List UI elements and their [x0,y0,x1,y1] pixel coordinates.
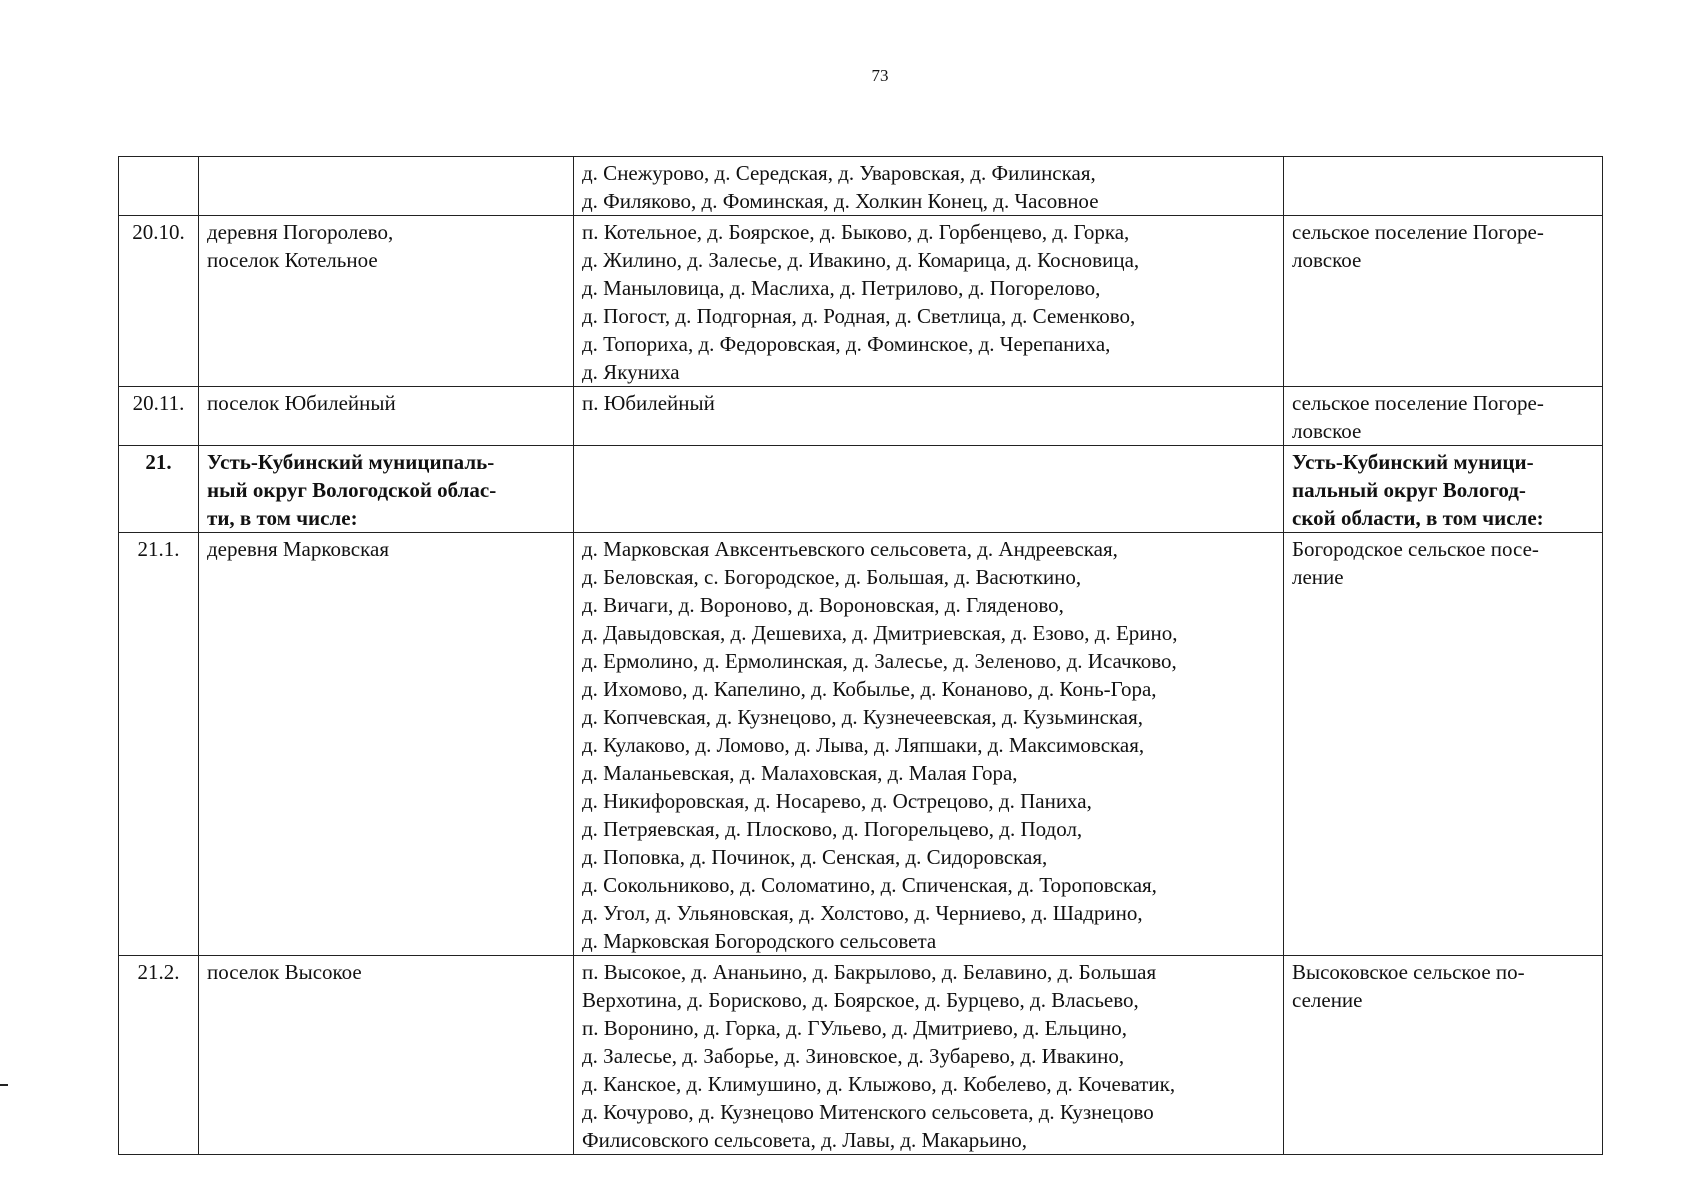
row-number-cell [119,216,199,387]
table-row [119,157,1603,216]
settlements-line: п. Воронино, д. Горка, д. ГУльево, д. Дмитриево, д. Ельцино, [582,1016,1127,1040]
table-body [119,157,1603,1155]
table-row [119,533,1603,956]
municipality-line: ской области, в том числе: [1292,506,1544,530]
center-name-line: поселок Высокое [207,960,362,984]
center-name-cell [199,387,574,446]
municipality-line: сельское поселение Погоре- [1292,220,1544,244]
settlements-line: д. Сокольниково, д. Соломатино, д. Спиченская, д. Тороповская, [582,873,1157,897]
center-name-line: деревня Марковская [207,537,389,561]
settlements-line: д. Поповка, д. Починок, д. Сенская, д. Сидоровская, [582,845,1048,869]
center-name-line: Усть-Кубинский муниципаль- [207,450,495,474]
municipality-cell [1284,387,1603,446]
settlements-cell [574,157,1284,216]
settlements-line: д. Канское, д. Климушино, д. Клыжово, д. Кобелево, д. Кочеватик, [582,1072,1176,1096]
table-row [119,956,1603,1155]
settlements-line: д. Давыдовская, д. Дешевиха, д. Дмитриевская, д. Езово, д. Ерино, [582,621,1178,645]
settlements-line: д. Марковская Авксентьевского сельсовета, д. Андреевская, [582,537,1118,561]
table-row [119,216,1603,387]
municipality-line: селение [1292,988,1363,1012]
row-number-cell [119,157,199,216]
center-name-cell [199,956,574,1155]
margin-mark [0,1084,8,1086]
row-number-cell [119,956,199,1155]
center-name-line: ти, в том числе: [207,506,358,530]
settlements-line: д. Угол, д. Ульяновская, д. Холстово, д. Черниево, д. Шадрино, [582,901,1143,925]
municipality-cell [1284,446,1603,533]
row-number: 21.1. [137,537,180,561]
settlements-line: д. Ермолино, д. Ермолинская, д. Залесье, д. Зеленово, д. Исачково, [582,649,1177,673]
municipality-line: пальный округ Вологод- [1292,478,1526,502]
settlements-cell [574,533,1284,956]
row-number-cell [119,387,199,446]
settlements-line: д. Копчевская, д. Кузнецово, д. Кузнечеевская, д. Кузьминская, [582,705,1144,729]
municipality-line: Усть-Кубинский муници- [1292,450,1534,474]
settlements-line: Верхотина, д. Борисково, д. Боярское, д. Бурцево, д. Власьево, [582,988,1139,1012]
settlements-line: д. Якуниха [582,360,680,384]
settlements-line: д. Кочурово, д. Кузнецово Митенского сельсовета, д. Кузнецово [582,1100,1154,1124]
settlements-line: д. Залесье, д. Заборье, д. Зиновское, д. Зубарево, д. Ивакино, [582,1044,1125,1068]
center-name-line: ный округ Вологодской облас- [207,478,497,502]
municipality-line: ление [1292,565,1344,589]
municipality-cell [1284,956,1603,1155]
municipality-line: ловское [1292,419,1362,443]
center-name-cell [199,533,574,956]
row-number: 21.2. [137,960,180,984]
municipality-cell [1284,533,1603,956]
settlements-cell [574,387,1284,446]
settlements-line: д. Беловская, с. Богородское, д. Большая, д. Васюткино, [582,565,1082,589]
settlements-line: д. Снежурово, д. Середская, д. Уваровская, д. Филинская, [582,161,1096,185]
settlements-cell [574,956,1284,1155]
municipality-cell [1284,216,1603,387]
settlements-line: д. Погост, д. Подгорная, д. Родная, д. Светлица, д. Семенково, [582,304,1136,328]
row-number: 20.10. [132,220,185,244]
municipality-line: Высоковское сельское по- [1292,960,1525,984]
municipality-line: ловское [1292,248,1362,272]
center-name-line: поселок Котельное [207,248,378,272]
center-name-cell [199,216,574,387]
settlements-cell [574,216,1284,387]
center-name-line: поселок Юбилейный [207,391,396,415]
settlements-line: п. Юбилейный [582,391,715,415]
table-row [119,446,1603,533]
municipality-line: Богородское сельское посе- [1292,537,1539,561]
row-number: 20.11. [132,391,185,415]
settlements-line: д. Ихомово, д. Капелино, д. Кобылье, д. Конаново, д. Конь-Гора, [582,677,1157,701]
settlements-line: д. Топориха, д. Федоровская, д. Фоминское, д. Черепаниха, [582,332,1111,356]
settlements-line: п. Высокое, д. Ананьино, д. Бакрылово, д. Белавино, д. Большая [582,960,1157,984]
settlements-cell [574,446,1284,533]
center-name-cell [199,157,574,216]
settlements-line: д. Петряевская, д. Плосково, д. Погорельцево, д. Подол, [582,817,1083,841]
settlements-line: д. Марковская Богородского сельсовета [582,929,937,953]
row-number-cell [119,446,199,533]
page-number: 73 [871,66,889,85]
municipality-cell [1284,157,1603,216]
settlements-line: д. Филяково, д. Фоминская, д. Холкин Конец, д. Часовное [582,189,1099,213]
settlements-line: д. Жилино, д. Залесье, д. Ивакино, д. Комарица, д. Косновица, [582,248,1140,272]
row-number-cell [119,533,199,956]
settlements-line: д. Маныловица, д. Маслиха, д. Петрилово, д. Погорелово, [582,276,1101,300]
center-name-line: деревня Погоролево, [207,220,394,244]
settlements-line: д. Никифоровская, д. Носарево, д. Острецово, д. Паниха, [582,789,1092,813]
settlements-line: д. Кулаково, д. Ломово, д. Лыва, д. Ляпшаки, д. Максимовская, [582,733,1145,757]
table-row [119,387,1603,446]
settlements-line: п. Котельное, д. Боярское, д. Быково, д. Горбенцево, д. Горка, [582,220,1130,244]
settlements-line: д. Вичаги, д. Вороново, д. Вороновская, д. Гляденово, [582,593,1064,617]
settlements-table [118,156,1603,1155]
settlements-line: д. Маланьевская, д. Малаховская, д. Малая Гора, [582,761,1018,785]
municipality-line: сельское поселение Погоре- [1292,391,1544,415]
center-name-cell [199,446,574,533]
row-number: 21. [145,450,172,474]
settlements-line: Филисовского сельсовета, д. Лавы, д. Макарьино, [582,1128,1028,1152]
